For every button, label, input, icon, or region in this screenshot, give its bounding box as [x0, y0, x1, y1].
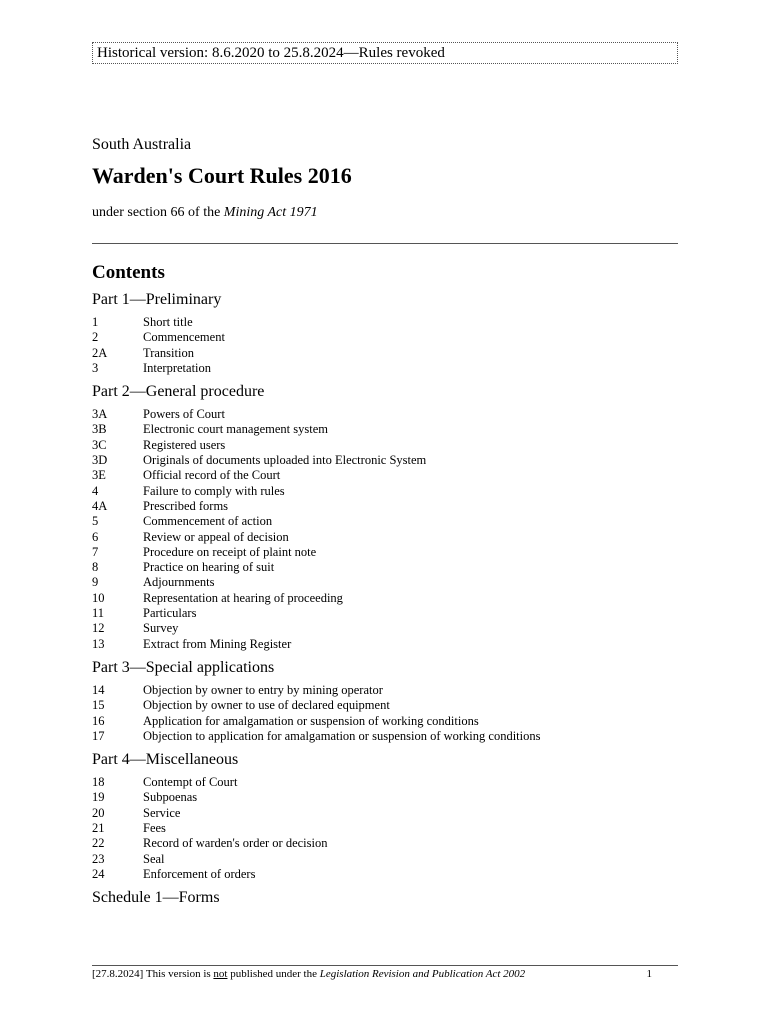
toc-entry-title: Enforcement of orders — [143, 866, 256, 881]
toc-entry[interactable] — [92, 606, 678, 621]
toc-part — [92, 750, 678, 882]
toc-entry[interactable] — [92, 530, 678, 545]
toc-part-heading[interactable]: Part 3—Special applications — [92, 658, 275, 676]
toc-entry-number: 8 — [92, 560, 99, 575]
toc-entry[interactable] — [92, 468, 678, 483]
toc-entry-number: 13 — [92, 636, 105, 651]
toc-entry[interactable] — [92, 683, 678, 698]
toc-entry-title: Record of warden's order or decision — [143, 836, 328, 851]
toc-entry-number: 11 — [92, 606, 105, 621]
toc-entry-title: Service — [143, 805, 181, 820]
subtitle-prefix: under section 66 of the — [92, 205, 224, 220]
document-subtitle — [92, 205, 318, 221]
subtitle-act: Mining Act 1971 — [223, 205, 318, 220]
toc-part — [92, 290, 678, 376]
toc-entry-title: Originals of documents uploaded into Electronic System — [143, 453, 427, 468]
toc-entry[interactable] — [92, 484, 678, 499]
footer-not: not — [213, 968, 228, 980]
toc-entry[interactable] — [92, 422, 678, 437]
footer-notice — [92, 968, 525, 980]
toc-entry-number: 14 — [92, 682, 105, 697]
toc-entry-number: 3A — [92, 407, 108, 422]
toc-entry[interactable] — [92, 621, 678, 636]
toc-entry[interactable] — [92, 867, 678, 882]
toc-entry-title: Interpretation — [143, 360, 212, 375]
toc-entry[interactable] — [92, 438, 678, 453]
toc-entry[interactable] — [92, 560, 678, 575]
toc-entry-number: 16 — [92, 713, 105, 728]
toc-entry-number: 6 — [92, 529, 99, 544]
footer-text-2: published under the — [227, 968, 320, 980]
toc-entry[interactable] — [92, 591, 678, 606]
toc-entry-number: 2A — [92, 345, 108, 360]
toc-entry-title: Electronic court management system — [143, 422, 329, 437]
toc-entry-title: Transition — [143, 345, 194, 360]
toc-entry-title: Subpoenas — [143, 790, 198, 805]
toc-entry-title: Fees — [143, 821, 166, 836]
toc-entry[interactable] — [92, 790, 678, 805]
toc-part-heading[interactable]: Part 2—General procedure — [92, 383, 265, 401]
toc-entry[interactable] — [92, 407, 678, 422]
toc-entry-title: Review or appeal of decision — [143, 529, 289, 544]
toc-entry-title: Objection by owner to entry by mining operator — [143, 682, 383, 697]
toc-part — [92, 382, 678, 652]
toc-entry-title: Practice on hearing of suit — [143, 560, 275, 575]
toc-entry-number: 4A — [92, 498, 108, 513]
title-divider — [92, 243, 678, 244]
toc-entry-title: Survey — [143, 621, 179, 636]
toc-entry-number: 1 — [92, 315, 99, 329]
toc-entry[interactable] — [92, 330, 678, 345]
toc-entry[interactable] — [92, 575, 678, 590]
toc-entry-title: Application for amalgamation or suspension of working conditions — [143, 713, 479, 728]
table-of-contents — [92, 290, 678, 908]
toc-entry-title: Registered users — [143, 437, 226, 452]
toc-schedule-heading[interactable]: Schedule 1—Forms — [92, 889, 220, 907]
toc-entry-title: Procedure on receipt of plaint note — [143, 544, 317, 559]
toc-entry-number: 15 — [92, 698, 105, 713]
toc-entry[interactable] — [92, 315, 678, 330]
toc-entry-title: Particulars — [143, 606, 197, 621]
document-title: Warden's Court Rules 2016 — [92, 163, 352, 188]
toc-entry[interactable] — [92, 637, 678, 652]
historical-version-banner — [92, 42, 678, 64]
toc-entry-title: Adjournments — [143, 575, 215, 590]
footer-date: [27.8.2024] — [92, 968, 144, 980]
toc-entry-number: 3E — [92, 468, 106, 483]
toc-entry-number: 21 — [92, 821, 105, 836]
toc-entry-number: 18 — [92, 775, 105, 790]
toc-parts — [92, 290, 678, 882]
toc-entry[interactable] — [92, 361, 678, 376]
toc-entry[interactable] — [92, 545, 678, 560]
toc-entry-number: 4 — [92, 483, 99, 498]
page-number: 1 — [646, 968, 652, 980]
toc-entry[interactable] — [92, 775, 678, 790]
toc-part-heading[interactable]: Part 1—Preliminary — [92, 291, 222, 308]
toc-entry[interactable] — [92, 698, 678, 713]
toc-entry[interactable] — [92, 806, 678, 821]
toc-entry-number: 23 — [92, 851, 105, 866]
toc-entry-number: 7 — [92, 544, 99, 559]
toc-entry-title: Contempt of Court — [143, 775, 238, 790]
toc-entry-title: Prescribed forms — [143, 498, 229, 513]
toc-entry-number: 3C — [92, 437, 107, 452]
footer-text-1: This version is — [143, 968, 214, 980]
toc-entry-number: 12 — [92, 621, 105, 636]
toc-entry-title: Failure to comply with rules — [143, 483, 285, 498]
toc-entry-number: 5 — [92, 514, 99, 529]
toc-part — [92, 658, 678, 744]
toc-part-heading[interactable]: Part 4—Miscellaneous — [92, 751, 239, 769]
toc-entry-number: 3B — [92, 422, 107, 437]
toc-entry-number: 19 — [92, 790, 105, 805]
toc-entry[interactable] — [92, 714, 678, 729]
toc-entry-number: 20 — [92, 805, 105, 820]
toc-entry-number: 2 — [92, 330, 99, 345]
historical-version-text: Historical version: 8.6.2020 to 25.8.2024—Rules revoked — [97, 45, 445, 61]
toc-entry-title: Official record of the Court — [143, 468, 281, 483]
toc-entry-number: 3D — [92, 453, 108, 468]
toc-entry-number: 24 — [92, 866, 105, 881]
footer-act: Legislation Revision and Publication Act 2002 — [319, 968, 526, 980]
toc-entry-title: Extract from Mining Register — [143, 636, 292, 651]
toc-entry[interactable] — [92, 453, 678, 468]
jurisdiction: South Australia — [92, 136, 192, 153]
toc-entry-number: 17 — [92, 728, 105, 743]
toc-entry-title: Commencement of action — [143, 514, 273, 529]
page-footer — [92, 968, 678, 980]
toc-entry-title: Objection to application for amalgamation or suspension of working conditions — [143, 728, 541, 743]
toc-entry-title: Short title — [143, 315, 193, 329]
contents-heading: Contents — [92, 262, 165, 283]
toc-entry[interactable] — [92, 821, 678, 836]
toc-entry-number: 3 — [92, 360, 99, 375]
toc-entry[interactable] — [92, 852, 678, 867]
footer-divider — [92, 965, 678, 966]
toc-entry-number: 10 — [92, 590, 105, 605]
toc-entry-title: Commencement — [143, 330, 225, 345]
toc-entry-title: Powers of Court — [143, 407, 225, 422]
toc-entry-number: 9 — [92, 575, 99, 590]
toc-entry[interactable] — [92, 346, 678, 361]
toc-entry-title: Representation at hearing of proceeding — [143, 590, 343, 605]
toc-entry-title: Seal — [143, 851, 165, 866]
toc-entry[interactable] — [92, 514, 678, 529]
toc-entry-title: Objection by owner to use of declared equipment — [143, 698, 390, 713]
toc-entry[interactable] — [92, 729, 678, 744]
toc-entry[interactable] — [92, 836, 678, 851]
toc-entry[interactable] — [92, 499, 678, 514]
toc-entry-number: 22 — [92, 836, 105, 851]
